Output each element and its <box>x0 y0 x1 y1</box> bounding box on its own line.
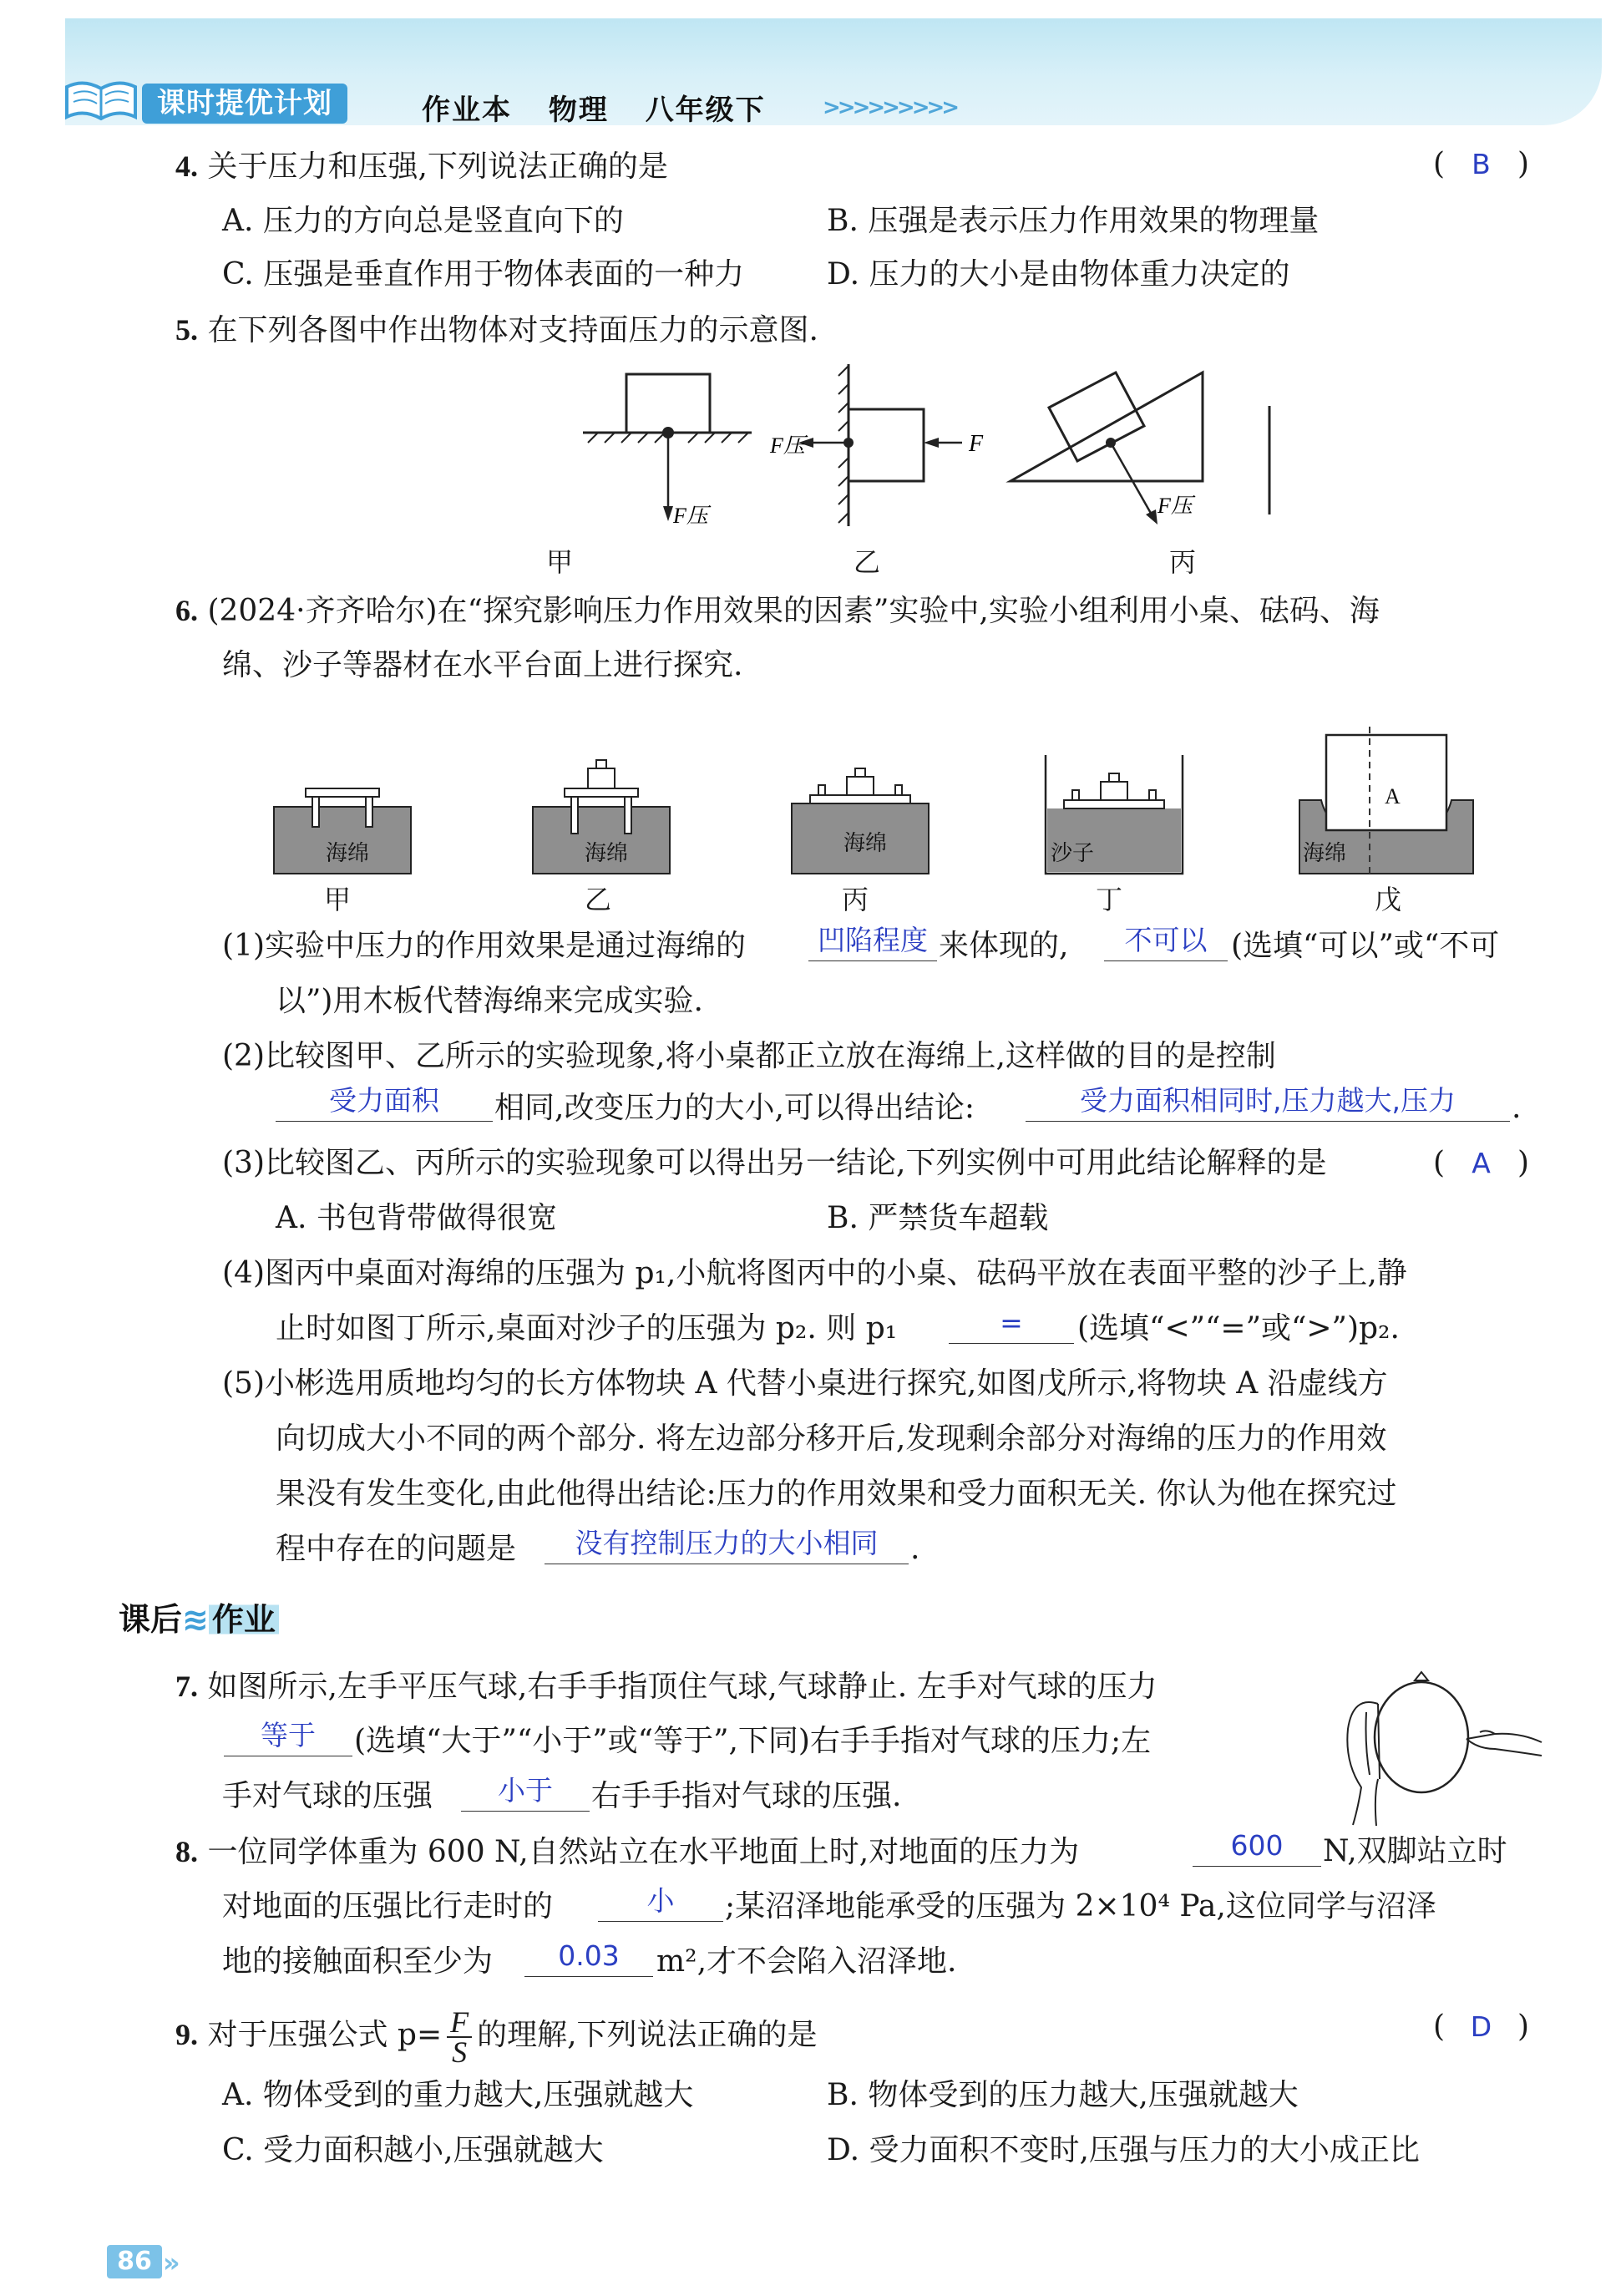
open-book-icon <box>63 75 139 122</box>
q6-s2-answer1: 受力面积 <box>276 1084 493 1122</box>
q4-option-b: B. 压强是表示压力作用效果的物理量 <box>827 204 1320 238</box>
q7-line2-post: (选填“大于”“小于”或“等于”,下同)右手手指对气球的压力;左 <box>354 1724 1152 1758</box>
q6-s5-line1: (5)小彬选用质地均匀的长方体物块 A 代替小桌进行探究,如图戊所示,将物块 A 沿虚线方 <box>222 1366 1388 1401</box>
q5-figure-yi <box>768 359 1002 535</box>
q8-line1-post: N,双脚站立时 <box>1323 1834 1507 1868</box>
q6-s5-end: . <box>910 1532 920 1566</box>
weight-knob <box>1109 773 1119 782</box>
q6-label-wu: 戊 <box>1375 884 1402 915</box>
brand-title: 课时提优计划 <box>142 84 347 124</box>
header-subtitle <box>422 87 791 128</box>
q6-figure-yi <box>526 743 676 877</box>
block <box>1049 373 1144 461</box>
q9-answer-paren: ( D ) <box>1433 2008 1529 2046</box>
section-heading-homework: 课后≋ 作业 <box>119 1594 279 1640</box>
sponge-label: 海绵 <box>326 841 370 866</box>
block-a <box>1326 735 1446 830</box>
q9-fraction <box>447 2005 472 2069</box>
q6-s2-end: . <box>1512 1091 1522 1125</box>
force-label-f: F <box>969 431 984 457</box>
q6-s4-post: (选填“<”“=”或“>”)p₂. <box>1077 1311 1400 1346</box>
q5-stem: 5. 在下列各图中作出物体对支持面压力的示意图. <box>175 313 818 347</box>
table-leg-right <box>625 797 631 834</box>
q6-s4-line1: (4)图丙中桌面对海绵的压强为 p₁,小航将图丙中的小桌、砝码平放在表面平整的沙子上,静 <box>222 1256 1407 1290</box>
force-label-f-press: F压 <box>1157 494 1193 518</box>
weight-knob <box>596 760 606 768</box>
sponge-label: 海绵 <box>843 831 888 856</box>
page-number: 86 <box>107 2245 162 2278</box>
q9-option-d: D. 受力面积不变时,压强与压力的大小成正比 <box>827 2133 1420 2167</box>
q9-answer: D <box>1470 2010 1492 2043</box>
subject: 物理 <box>548 94 609 127</box>
q6-s2-answer2: 受力面积相同时,压力越大,压力 <box>1026 1084 1510 1122</box>
table-top-inverted <box>1064 800 1164 808</box>
left-hand <box>1347 1702 1380 1826</box>
q6-label-jia: 甲 <box>324 884 352 915</box>
q5-label-jia: 甲 <box>546 546 574 578</box>
q6-s3-option-b: B. 严禁货车超载 <box>827 1201 1049 1235</box>
q4-answer: B <box>1472 148 1491 180</box>
q6-figure-wu <box>1294 727 1478 877</box>
page-arrow-icon: » <box>163 2247 180 2278</box>
table-leg-right <box>366 797 372 827</box>
q6-figure-jia <box>267 752 418 877</box>
q7-line3-post: 右手手指对气球的压强. <box>591 1779 902 1813</box>
q8-line2-pre: 对地面的压强比行走时的 <box>222 1889 554 1923</box>
q7-balloon-figure <box>1328 1662 1545 1829</box>
weight <box>1101 782 1127 800</box>
q6-s1-answer1: 凹陷程度 <box>808 924 937 961</box>
q9-option-c: C. 受力面积越小,压强就越大 <box>222 2133 604 2167</box>
q6-s5-answer: 没有控制压力的大小相同 <box>545 1527 909 1564</box>
q8-line1-pre: 8. 一位同学体重为 600 N,自然站立在水平地面上时,对地面的压力为 <box>175 1835 1080 1869</box>
arrow-head <box>1146 509 1157 525</box>
q6-s1-mid: 来体现的, <box>939 929 1069 963</box>
q6-s5-line2: 向切成大小不同的两个部分. 将左边部分移开后,发现剩余部分对海绵的压力的作用效 <box>276 1422 1387 1456</box>
q4-option-c: C. 压强是垂直作用于物体表面的一种力 <box>222 257 745 291</box>
q6-label-bing: 丙 <box>842 884 869 915</box>
q6-figure-bing <box>785 752 935 877</box>
q7-line1: 7. 如图所示,左手平压气球,右手手指顶住气球,气球静止. 左手对气球的压力 <box>175 1670 1157 1704</box>
q6-s5-line3: 果没有发生变化,由此他得出结论:压力的作用效果和受力面积无关. 你认为他在探究过 <box>276 1477 1397 1511</box>
sand-label: 沙子 <box>1051 841 1095 866</box>
sponge-label: 海绵 <box>1303 841 1347 866</box>
force-arrow <box>1111 443 1152 516</box>
weight <box>847 777 874 795</box>
book-type: 作业本 <box>422 94 512 127</box>
q9-stem: 9. 对于压强公式 p= $\frac{F}{S}$ 的理解,下列说法正确的是 <box>175 2005 818 2069</box>
q6-s4-answer: = <box>949 1306 1074 1344</box>
q6-s1-pre: (1)实验中压力的作用效果是通过海绵的 <box>222 929 746 963</box>
block <box>848 409 924 481</box>
q6-s3-stem: (3)比较图乙、丙所示的实验现象可以得出另一结论,下列实例中可用此结论解释的是 <box>222 1146 1327 1180</box>
q6-label-ding: 丁 <box>1096 884 1123 915</box>
q6-s2-line1: (2)比较图甲、乙所示的实验现象,将小桌都正立放在海绵上,这样做的目的是控制 <box>222 1039 1276 1073</box>
q6-s3-answer: A <box>1472 1147 1491 1179</box>
q9-fraction-denominator: S <box>452 2035 468 2069</box>
arrow-head <box>924 438 939 448</box>
table-leg-right <box>1149 790 1156 800</box>
q7-answer2: 小于 <box>461 1774 590 1812</box>
header-chevrons: >>>>>>>>> <box>823 95 957 120</box>
block <box>626 374 710 433</box>
q6-stem-line1: 6. (2024·齐齐哈尔)在“探究影响压力作用效果的因素”实验中,实验小组利用小桌、砝码、海 <box>175 594 1380 628</box>
force-label-f-press: F压 <box>770 433 805 458</box>
table-leg-right <box>895 785 902 795</box>
q6-s1-line2: 以”)用木板代替海绵来完成实验. <box>276 984 703 1018</box>
table-leg-left <box>312 797 319 827</box>
q9-fraction-numerator: F <box>447 2008 472 2038</box>
q5-label-yi: 乙 <box>854 546 881 578</box>
sponge-label: 海绵 <box>585 841 629 866</box>
q5-figure-jia <box>576 364 760 540</box>
q6-label-yi: 乙 <box>585 884 612 915</box>
weight-knob <box>855 768 865 777</box>
q4-option-d: D. 压力的大小是由物体重力决定的 <box>827 257 1290 291</box>
q4-answer-paren: ( B ) <box>1433 145 1529 184</box>
q8-line3-post: m²,才不会陷入沼泽地. <box>656 1944 957 1979</box>
force-label-f-press: F压 <box>673 504 708 528</box>
q8-line2-post: ;某沼泽地能承受的压强为 2×10⁴ Pa,这位同学与沼泽 <box>725 1889 1436 1923</box>
q6-s3-option-a: A. 书包背带做得很宽 <box>276 1201 557 1235</box>
incline <box>1011 373 1203 481</box>
balloon <box>1375 1682 1468 1792</box>
q6-s3-answer-paren: ( A ) <box>1433 1144 1529 1183</box>
q6-figure-ding <box>1039 752 1189 877</box>
q9-option-a: A. 物体受到的重力越大,压强就越大 <box>222 2078 694 2112</box>
table-leg-left <box>571 797 578 834</box>
table-top <box>306 788 379 797</box>
q6-s4-pre: 止时如图丁所示,桌面对沙子的压强为 p₂. 则 p₁ <box>276 1311 898 1346</box>
q8-answer2: 小 <box>598 1884 723 1922</box>
q5-figure-bing <box>1002 364 1278 540</box>
grade: 八年级下 <box>645 94 766 127</box>
balloon-knot <box>1415 1672 1428 1680</box>
q4-stem: 4. 关于压力和压强,下列说法正确的是 <box>175 150 668 184</box>
q7-line3-pre: 手对气球的压强 <box>222 1779 433 1813</box>
table-leg-left <box>818 785 825 795</box>
table-top <box>565 788 638 797</box>
q7-answer1: 等于 <box>224 1719 352 1756</box>
q8-line3-pre: 地的接触面积至少为 <box>222 1944 494 1979</box>
q9-option-b: B. 物体受到的压力越大,压强就越大 <box>827 2078 1299 2112</box>
q4-option-a: A. 压力的方向总是竖直向下的 <box>222 204 624 238</box>
right-hand <box>1466 1731 1542 1756</box>
q6-s5-pre: 程中存在的问题是 <box>276 1532 517 1566</box>
block-label: A <box>1385 784 1401 808</box>
q6-s1-post: (选填“可以”或“不可 <box>1231 929 1500 963</box>
weight <box>588 768 615 788</box>
q5-label-bing: 丙 <box>1169 546 1197 578</box>
q6-s2-mid: 相同,改变压力的大小,可以得出结论: <box>494 1091 975 1125</box>
q8-answer1: 600 <box>1193 1829 1321 1867</box>
q6-s1-answer2: 不可以 <box>1104 924 1228 961</box>
q6-stem-line2: 绵、沙子等器材在水平台面上进行探究. <box>222 648 743 682</box>
q8-answer3: 0.03 <box>524 1939 653 1977</box>
arrow-head <box>663 506 673 521</box>
table-leg-left <box>1072 790 1079 800</box>
table-top-inverted <box>810 795 910 803</box>
